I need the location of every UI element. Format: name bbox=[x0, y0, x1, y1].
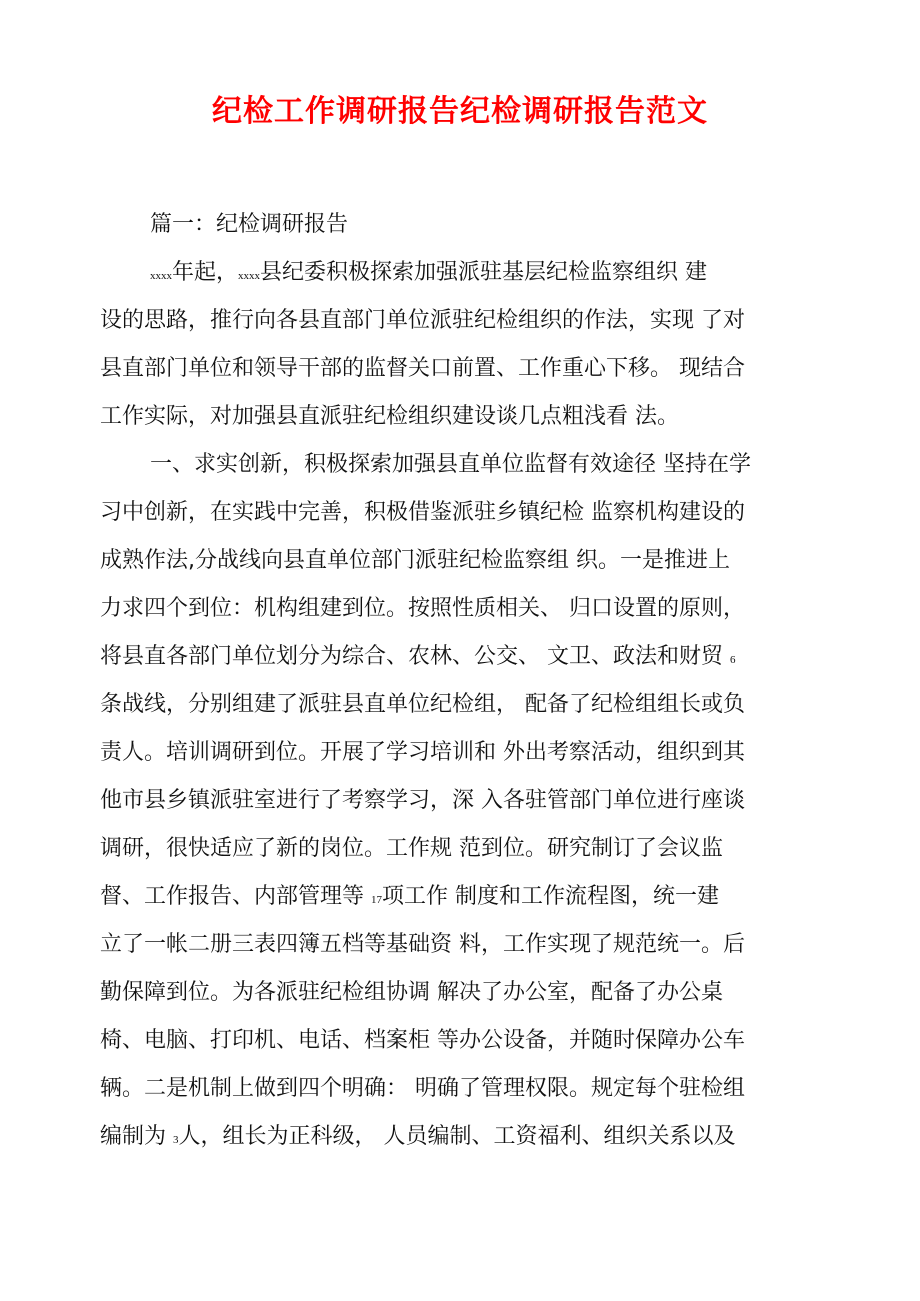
number-three: 3 bbox=[173, 1134, 179, 1146]
text-run: 县纪委积极探索加强派驻基层纪检监察组织 建 bbox=[260, 260, 708, 285]
paragraph-line: 椅、电脑、打印机、电话、档案柜 等办公设备，并随时保障办公车 bbox=[100, 1028, 745, 1053]
document-title: 纪检工作调研报告纪检调研报告范文 bbox=[212, 94, 708, 129]
text-run: 项工作 制度和工作流程图，统一建 bbox=[382, 884, 720, 909]
paragraph-line: 成熟作法,分战线向县直单位部门派驻纪检监察组 织。一是推进上 bbox=[100, 548, 730, 573]
paragraph-line: 他市县乡镇派驻室进行了考察学习，深 入各驻管部门单位进行座谈 bbox=[100, 788, 745, 813]
paragraph-line: 力求四个到位：机构组建到位。按照性质相关、 归口设置的原则， bbox=[100, 596, 745, 621]
paragraph-line: 工作实际，对加强县直派驻纪检组织建设谈几点粗浅看 法。 bbox=[100, 404, 679, 429]
text-run: 将县直各部门单位划分为综合、农林、公交、 文卫、政法和财贸 bbox=[100, 644, 723, 669]
paragraph-line: 调研，很快适应了新的岗位。工作规 范到位。研究制订了会议监 bbox=[100, 836, 723, 861]
year-placeholder: xxxx bbox=[150, 270, 172, 282]
paragraph-line: 立了一帐二册三表四簿五档等基础资 料，工作实现了规范统一。后 bbox=[100, 932, 745, 957]
paragraph-line: 责人。培训调研到位。开展了学习培训和 外出考察活动，组织到其 bbox=[100, 740, 745, 765]
text-run: 编制为 bbox=[100, 1124, 167, 1149]
text-run: 督、工作报告、内部管理等 bbox=[100, 884, 365, 909]
paragraph-line bbox=[150, 258, 707, 291]
text-run: 人，组长为正科级， 人员编制、工资福利、组织关系以及 bbox=[178, 1124, 736, 1149]
paragraph-line: 条战线，分别组建了派驻县直单位纪检组， 配备了纪检组组长或负 bbox=[100, 692, 745, 717]
paragraph-line bbox=[100, 642, 736, 675]
paragraph-line: 县直部门单位和领导干部的监督关口前置、工作重心下移。 现结合 bbox=[100, 356, 745, 381]
text-run: 年起， bbox=[172, 260, 239, 285]
number-six: 6 bbox=[730, 654, 736, 666]
paragraph-line: 习中创新，在实践中完善，积极借鉴派驻乡镇纪检 监察机构建设的 bbox=[100, 500, 745, 525]
paragraph-line bbox=[100, 882, 719, 915]
paragraph-line: 勤保障到位。为各派驻纪检组协调 解决了办公室，配备了办公桌 bbox=[100, 980, 723, 1005]
paragraph-line: 辆。二是机制上做到四个明确： 明确了管理权限。规定每个驻检组 bbox=[100, 1076, 745, 1101]
section-heading: 篇一：纪检调研报告 bbox=[150, 212, 349, 237]
county-placeholder: xxxx bbox=[238, 270, 261, 282]
paragraph-line: 一、求实创新，积极探索加强县直单位监督有效途径 坚持在学 bbox=[150, 452, 751, 477]
paragraph-line: 设的思路，推行向各县直部门单位派驻纪检组织的作法，实现 了对 bbox=[100, 308, 745, 333]
paragraph-line bbox=[100, 1122, 736, 1155]
number-seventeen: 17 bbox=[371, 894, 383, 906]
